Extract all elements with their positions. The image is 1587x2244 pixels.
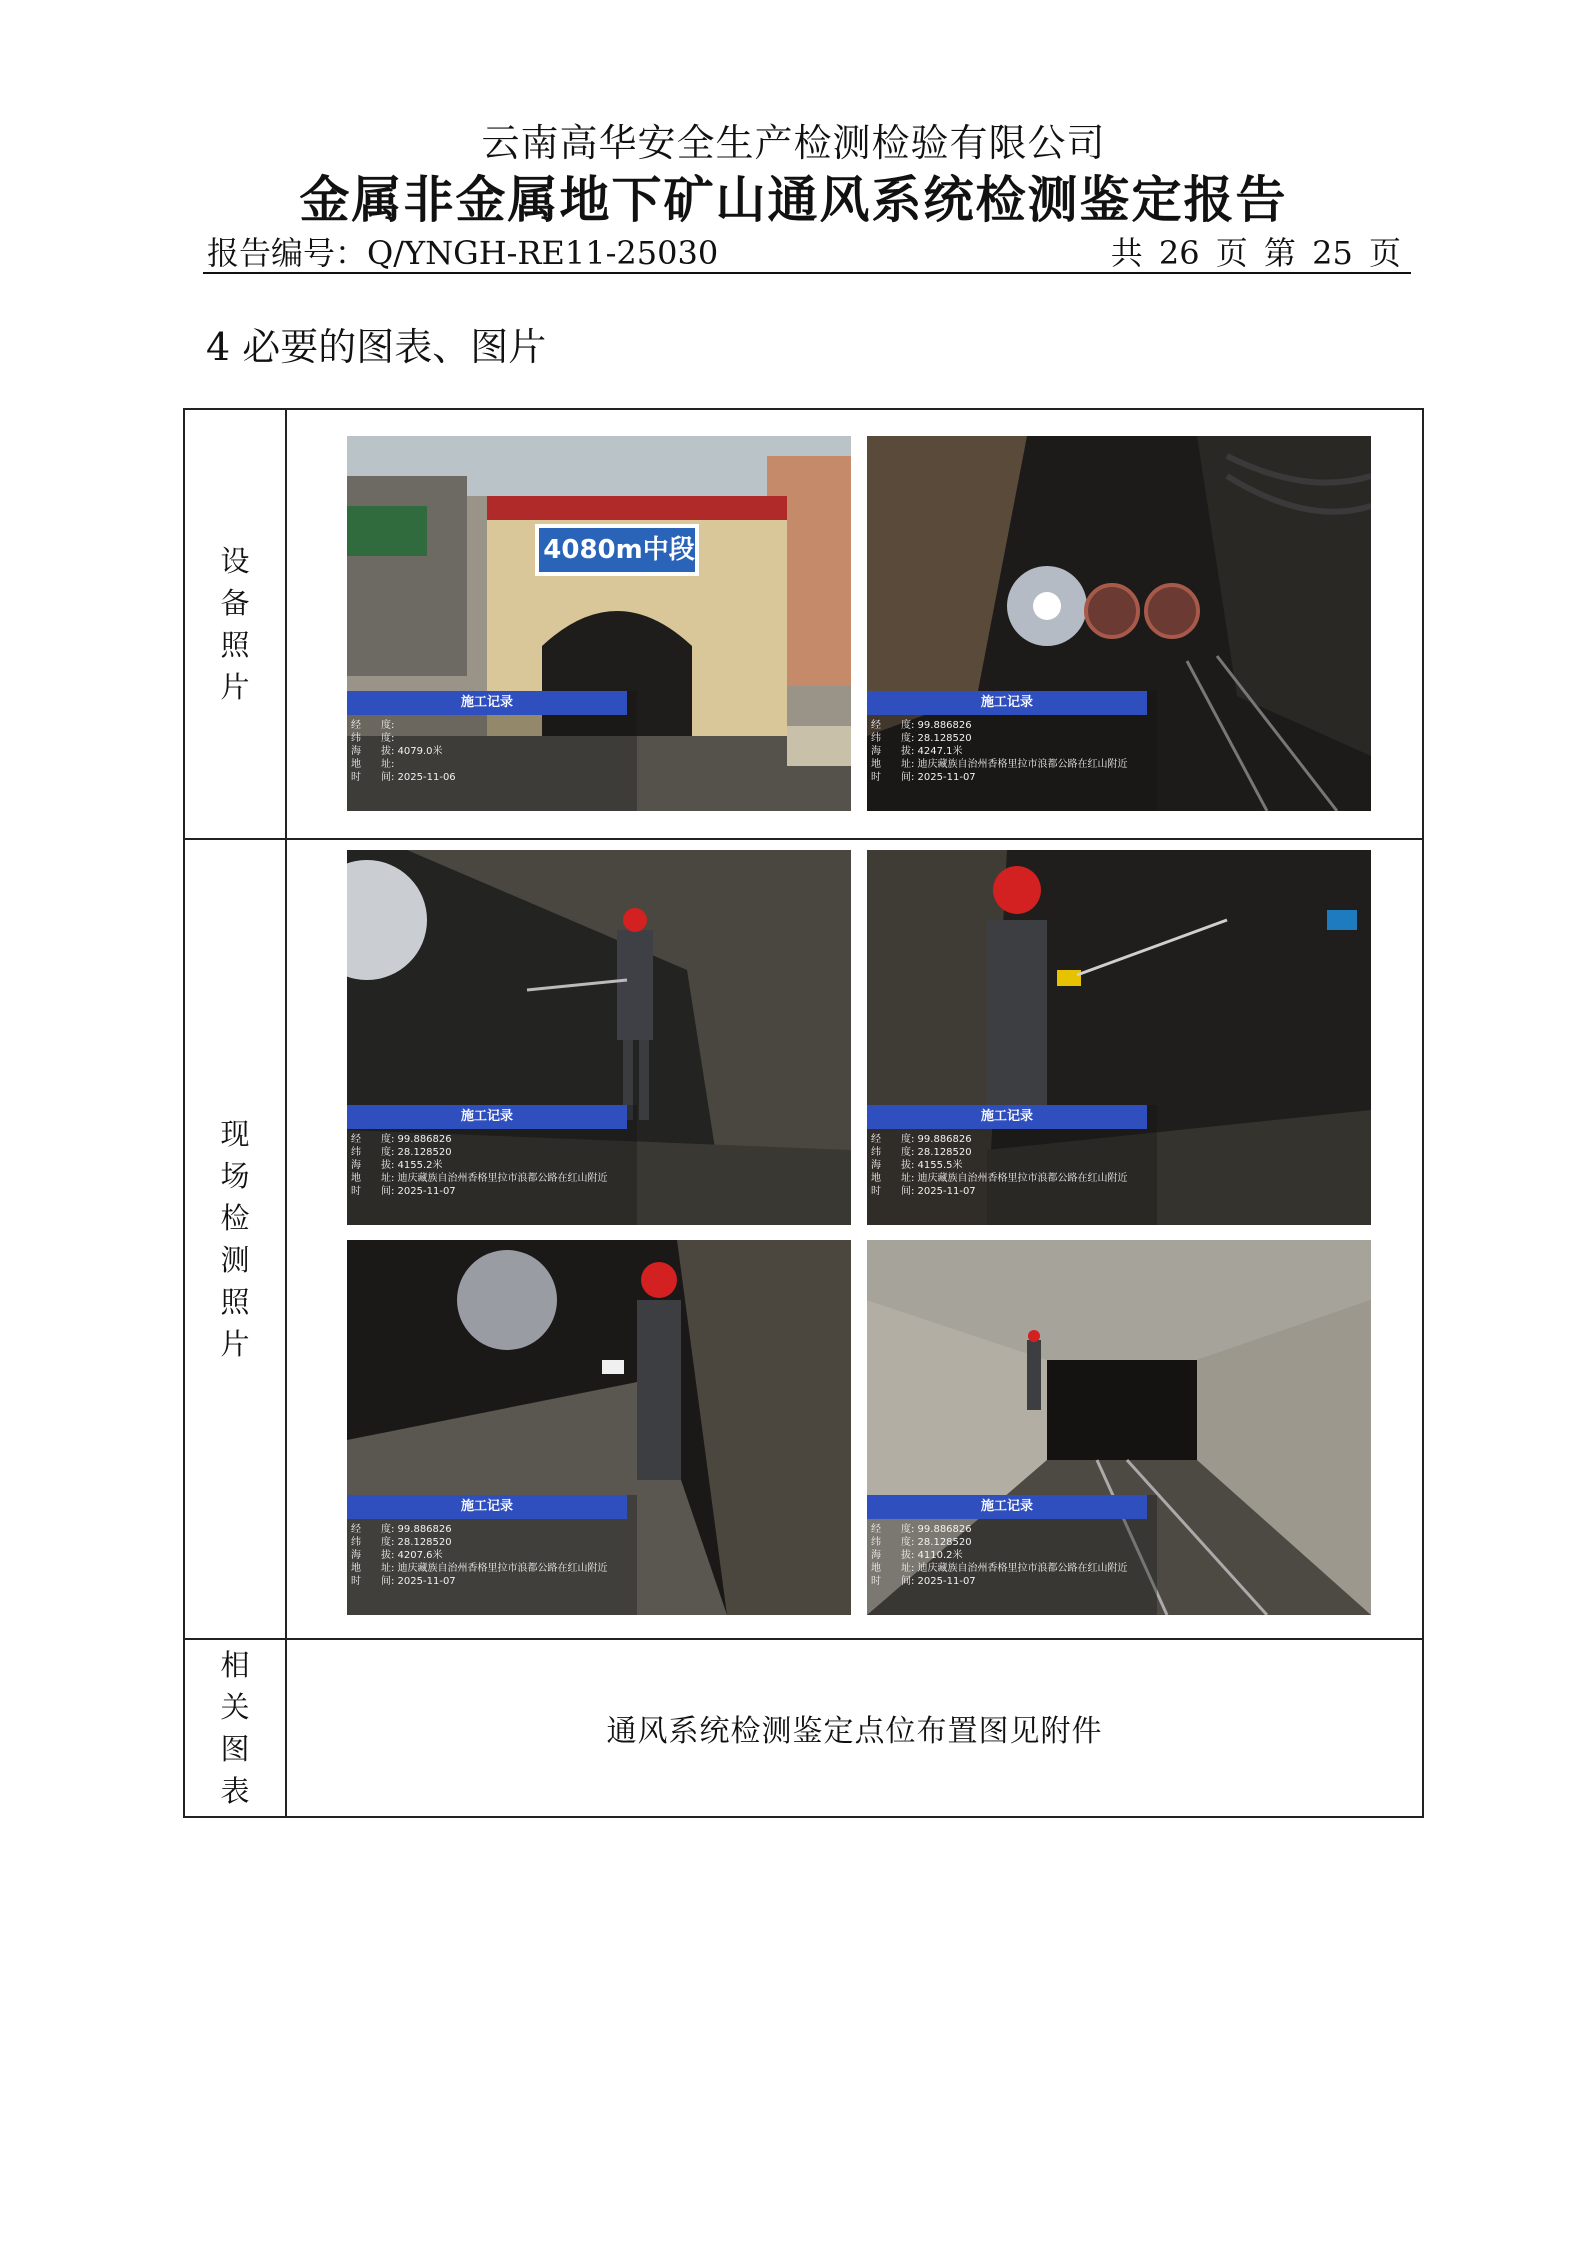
caption-lines: 经 度: 99.886826 纬 度: 28.128520 海 拔: 4247.1米 地 址: 迪庆藏族自治州香格里拉市浪都公路在红山附近 时 间: 2025-11-07 bbox=[871, 720, 1128, 783]
row-label-cell bbox=[185, 410, 287, 838]
report-title: 金属非金属地下矿山通风系统检测鉴定报告 bbox=[299, 170, 1288, 229]
onsite-photos-row bbox=[185, 840, 1422, 1640]
related-charts-label: 相关图表 bbox=[220, 1648, 250, 1808]
photo-caption bbox=[347, 691, 637, 811]
row-label-cell bbox=[185, 1640, 287, 1816]
equipment-photos-row bbox=[185, 410, 1422, 840]
related-charts-cell bbox=[287, 1640, 1422, 1816]
photo-caption bbox=[867, 1495, 1157, 1615]
caption-title: 施工记录 bbox=[867, 1105, 1147, 1129]
related-charts-row bbox=[185, 1640, 1422, 1816]
photo-caption bbox=[347, 1495, 637, 1615]
report-meta-row bbox=[203, 226, 1411, 274]
photo-caption bbox=[867, 691, 1157, 811]
row-label-cell bbox=[185, 840, 287, 1638]
caption-lines: 经 度: 纬 度: 海 拔: 4079.0米 地 址: 时 间: 2025-11-06 bbox=[351, 720, 456, 783]
onsite-photos-cell bbox=[287, 840, 1422, 1638]
caption-title: 施工记录 bbox=[867, 1495, 1147, 1519]
related-charts-note: 通风系统检测鉴定点位布置图见附件 bbox=[606, 1714, 1103, 1749]
photo-measurement-3 bbox=[347, 1240, 851, 1615]
photo-tunnel-entrance bbox=[347, 436, 851, 811]
equipment-photos-cell bbox=[287, 410, 1422, 838]
photo-fans-underground bbox=[867, 436, 1371, 811]
photo-measurement-4 bbox=[867, 1240, 1371, 1615]
caption-lines: 经 度: 99.886826 纬 度: 28.128520 海 拔: 4110.2米 地 址: 迪庆藏族自治州香格里拉市浪都公路在红山附近 时 间: 2025-11-07 bbox=[871, 1524, 1128, 1587]
section-heading: 4 必要的图表、图片 bbox=[206, 325, 547, 369]
onsite-photos-label: 现场检测照片 bbox=[220, 1117, 250, 1361]
photo-caption bbox=[867, 1105, 1157, 1225]
caption-lines: 经 度: 99.886826 纬 度: 28.128520 海 拔: 4155.5米 地 址: 迪庆藏族自治州香格里拉市浪都公路在红山附近 时 间: 2025-11-07 bbox=[871, 1134, 1128, 1197]
caption-title: 施工记录 bbox=[347, 691, 627, 715]
photo-measurement-2 bbox=[867, 850, 1371, 1225]
figures-table bbox=[183, 408, 1424, 1818]
page-indicator: 共 26 页 第 25 页 bbox=[1110, 234, 1401, 272]
equipment-photos-label: 设备照片 bbox=[220, 544, 250, 704]
caption-title: 施工记录 bbox=[347, 1105, 627, 1129]
caption-title: 施工记录 bbox=[867, 691, 1147, 715]
report-number: 报告编号：Q/YNGH-RE11-25030 bbox=[207, 234, 719, 272]
caption-lines: 经 度: 99.886826 纬 度: 28.128520 海 拔: 4207.6米 地 址: 迪庆藏族自治州香格里拉市浪都公路在红山附近 时 间: 2025-11-07 bbox=[351, 1524, 608, 1587]
photo-caption bbox=[347, 1105, 637, 1225]
company-name: 云南高华安全生产检测检验有限公司 bbox=[481, 121, 1106, 165]
caption-lines: 经 度: 99.886826 纬 度: 28.128520 海 拔: 4155.2米 地 址: 迪庆藏族自治州香格里拉市浪都公路在红山附近 时 间: 2025-11-07 bbox=[351, 1134, 608, 1197]
caption-title: 施工记录 bbox=[347, 1495, 627, 1519]
photo-measurement-1 bbox=[347, 850, 851, 1225]
tunnel-sign: 4080m中段 bbox=[543, 535, 695, 565]
